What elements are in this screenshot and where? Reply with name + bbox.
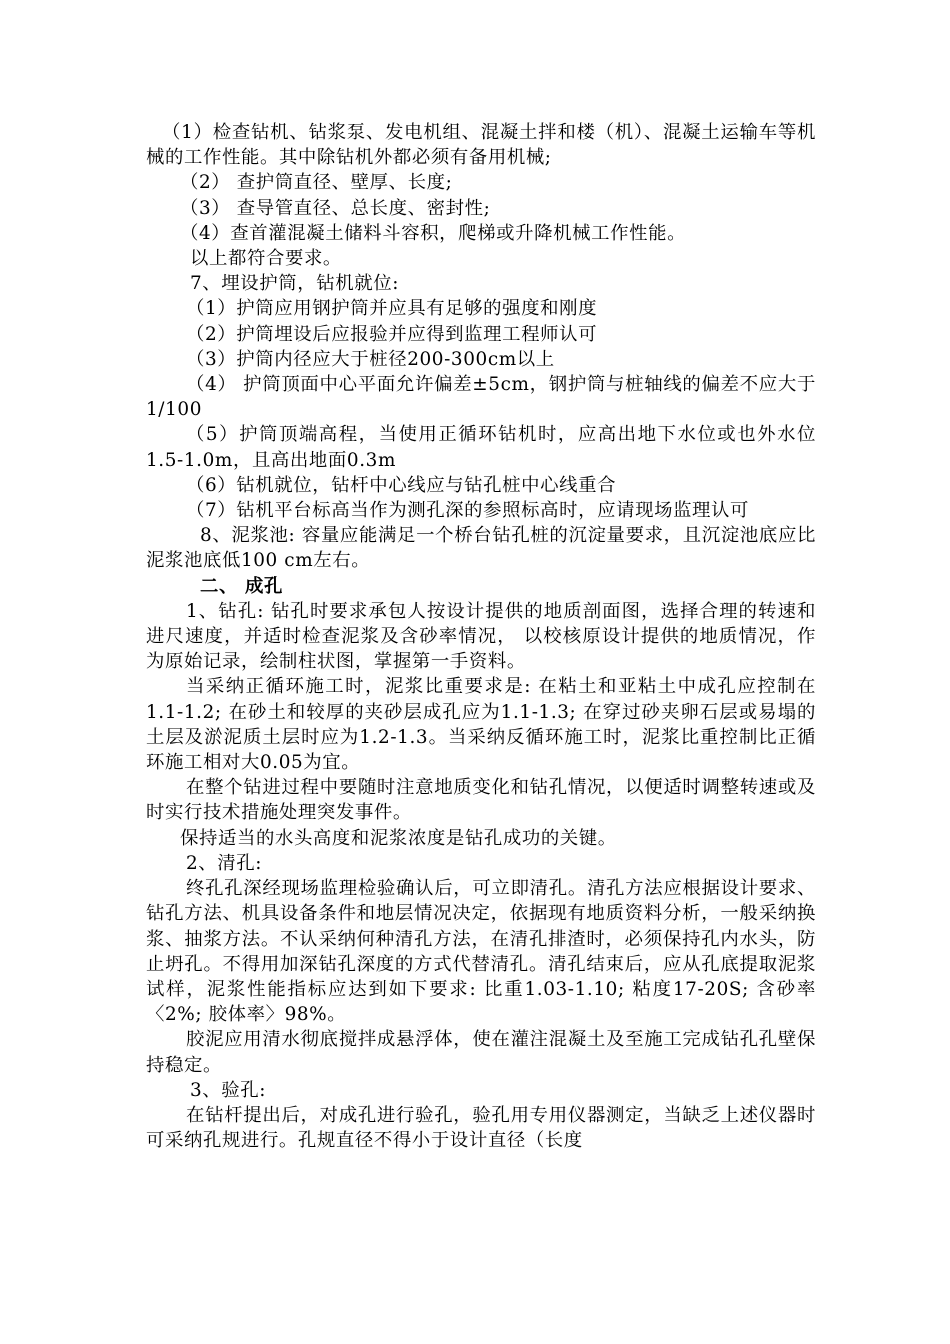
paragraph-casing-deviation: （4） 护筒顶面中心平面允许偏差±5cm，钢护筒与桩轴线的偏差不应大于1/100: [146, 374, 816, 421]
document-body: [146, 120, 816, 1153]
paragraph-mud-pool: 8、泥浆池: 容量应能满足一个桥台钻孔桩的沉淀量要求，且沉淀池底应比泥浆池底低100 cm左右。: [146, 525, 816, 572]
paragraph-mud-density: 当采纳正循环施工时，泥浆比重要求是: 在粘土和亚粘土中成孔应控制在1.1-1.2; 在砂土和较厚的夹砂层成孔应为1.1-1.3; 在穿过砂夹卵石层或易塌的土层及淤泥质土层时应为1.2-1.3。当采纳反循环施工时，泥浆比重控制比正循环施工相对大0.05为宜。: [146, 676, 816, 774]
paragraph-clay-slurry: 胶泥应用清水彻底搅拌成悬浮体，使在灌注混凝土及至施工完成钻孔孔壁保持稳定。: [146, 1029, 816, 1076]
paragraph-check-hopper: （4）查首灌混凝土储料斗容积，爬梯或升降机械工作性能。: [180, 222, 687, 244]
paragraph-drill-position: （6）钻机就位，钻杆中心线应与钻孔桩中心线重合: [186, 474, 617, 496]
paragraph-casing-elevation: （5）护筒顶端高程，当使用正循环钻机时，应高出地下水位或也外水位1.5-1.0m，且高出地面0.3m: [146, 424, 816, 471]
section-heading-hole-forming: 二、 成孔: [200, 575, 283, 597]
section-heading-hole-inspection: 3、验孔:: [190, 1079, 267, 1101]
section-heading-casing-drill: 7、埋设护筒，钻机就位:: [190, 273, 400, 295]
paragraph-check-casing: （2） 查护筒直径、壁厚、长度;: [180, 172, 453, 194]
paragraph-platform-elevation: （7）钻机平台标高当作为测孔深的参照标高时，应请现场监理认可: [186, 500, 750, 522]
section-heading-hole-cleaning: 2、清孔:: [186, 852, 263, 874]
paragraph-check-conduit: （3） 查导管直径、总长度、密封性;: [180, 197, 491, 219]
paragraph-drilling: 1、钻孔: 钻孔时要求承包人按设计提供的地质剖面图，选择合理的转速和进尺速度，并适时检查泥浆及含砂率情况， 以校核原设计提供的地质情况，作为原始记录，绘制柱状图，掌握第一手资料。: [146, 600, 816, 673]
paragraph-casing-diameter: （3）护筒内径应大于桩径200-300cm以上: [186, 348, 555, 370]
paragraph-hole-cleaning: 终孔孔深经现场监理检验确认后，可立即清孔。清孔方法应根据设计要求、钻孔方法、机具设备条件和地层情况决定，依据现有地质资料分析，一般采纳换浆、抽浆方法。不认采纳何种清孔方法，在清孔排渣时，必须保持孔内水头，防止坍孔。不得用加深钻孔深度的方式代替清孔。清孔结束后，应从孔底提取泥浆试样，泥浆性能指标应达到如下要求: 比重1.03-1.10; 粘度17-20S; 含砂率〈2%; 胶体率〉98%。: [146, 878, 816, 1026]
paragraph-hole-inspection: 在钻杆提出后，对成孔进行验孔，验孔用专用仪器测定，当缺乏上述仪器时可采纳孔规进行。孔规直径不得小于设计直径（长度: [146, 1104, 816, 1152]
paragraph-casing-inspection: （2）护筒埋设后应报验并应得到监理工程师认可: [186, 323, 598, 345]
paragraph-casing-steel: （1）护筒应用钢护筒并应具有足够的强度和刚度: [186, 298, 598, 320]
paragraph-drilling-monitoring: 在整个钻进过程中要随时注意地质变化和钻孔情况，以便适时调整转速或及时实行技术措施处理突发事件。: [146, 777, 816, 824]
paragraph-all-conform: 以上都符合要求。: [190, 248, 342, 270]
paragraph-water-head-key: 保持适当的水头高度和泥浆浓度是钻孔成功的关键。: [180, 827, 617, 849]
paragraph-check-machinery: （1）检查钻机、钻浆泵、发电机组、混凝土拌和楼（机）、混凝土运输车等机械的工作性能。其中除钻机外都必须有备用机械;: [146, 122, 816, 169]
